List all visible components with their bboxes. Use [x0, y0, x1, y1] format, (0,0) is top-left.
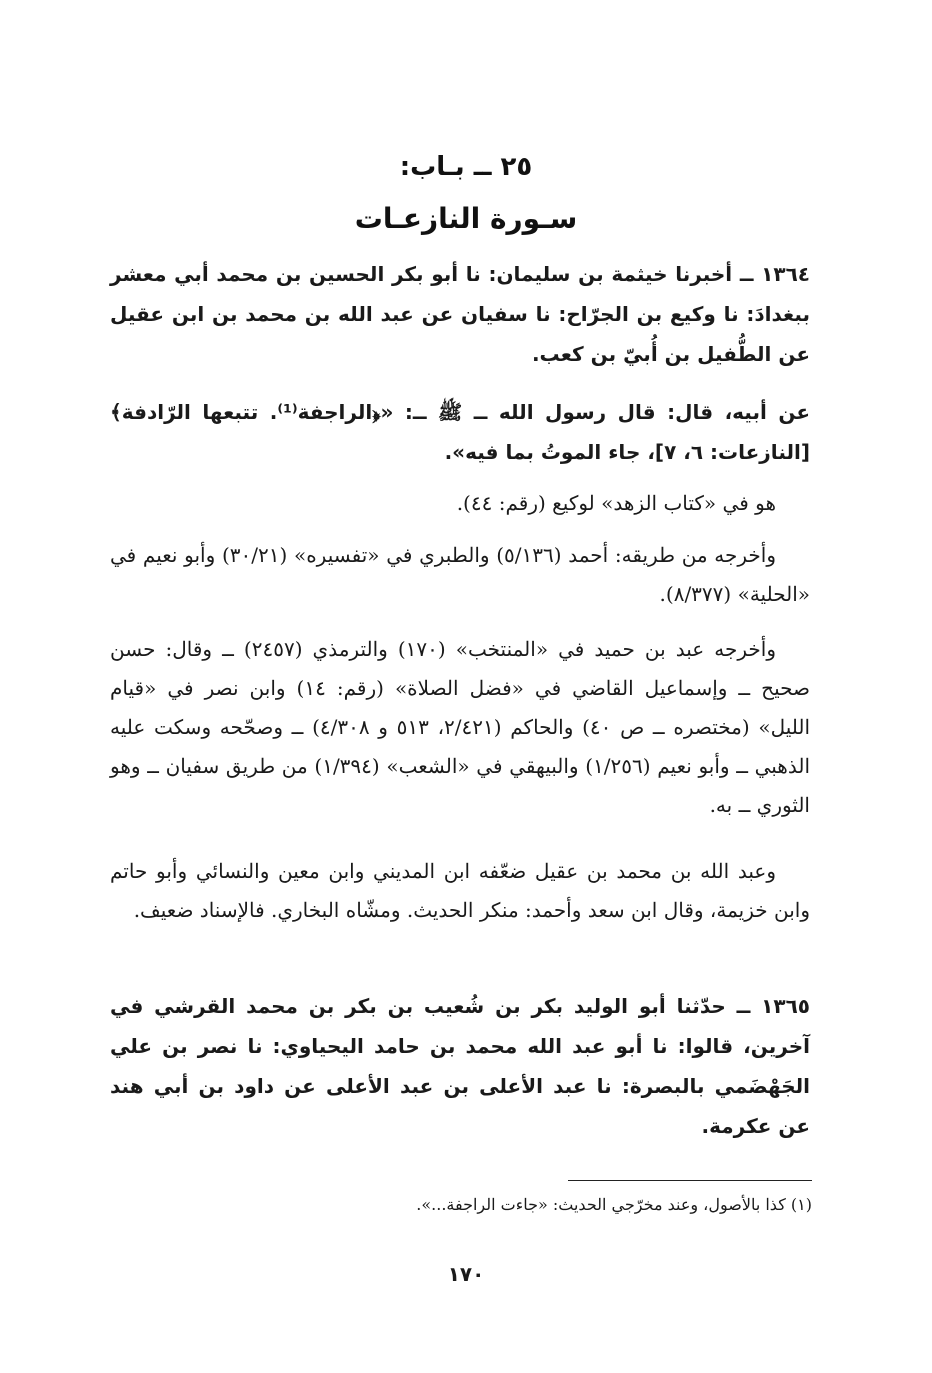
- source-note: هو في «كتاب الزهد» لوكيع (رقم: ٤٤).: [456, 491, 776, 515]
- hadith-1364-isnad: ١٣٦٤ ــ أخبرنا خيثمة بن سليمان: نا أبو بكر الحسين بن محمد أبي معشر ببغدادَ: نا وكيع بن الجرّاح: نا سفيان عن عبد الله بن محمد بن ابن عقيل عن الطُّفيل بن أُبيّ بن كعب.: [110, 262, 810, 366]
- grading-paragraph: وعبد الله بن محمد بن عقيل ضعّفه ابن المديني وابن معين والنسائي وأبو حاتم وابن خزيمة، وقال ابن سعد وأحمد: منكر الحديث. ومشّاه البخاري. فالإسناد ضعيف.: [110, 859, 810, 922]
- hadith-1365-isnad: ١٣٦٥ ــ حدّثنا أبو الوليد بكر بن شُعيب بن بكر بن محمد القرشي في آخرين، قالوا: نا أبو عبد الله محمد بن حامد اليحياوي: نا نصر بن علي الجَهْضَمي بالبصرة: نا عبد الأعلى بن عبد الأعلى عن داود بن أبي هند عن عكرمة.: [110, 994, 810, 1138]
- takhrij-paragraph-1: وأخرجه من طريقه: أحمد (٥/١٣٦) والطبري في «تفسيره» (٣٠/٢١) وأبو نعيم في «الحلية» (٨/٣٧٧).: [110, 543, 810, 606]
- hadith-1364: [110, 254, 810, 374]
- chapter-heading: ٢٥ ــ بـاب:: [399, 152, 533, 182]
- source-note-block: [110, 484, 810, 523]
- grading-block: [110, 852, 810, 930]
- takhrij-paragraph-2: وأخرجه عبد بن حميد في «المنتخب» (١٧٠) والترمذي (٢٤٥٧) ــ وقال: حسن صحيح ــ وإسماعيل القاضي في «فضل الصلاة» (رقم: ١٤) وابن نصر في «قيام الليل» (مختصره ــ ص ٤٠) والحاكم (٢/٤٢١، ٥١٣ و ٤/٣٠٨) ــ وصحّحه وسكت عليه الذهبي ــ وأبو نعيم (١/٢٥٦) والبيهقي في «الشعب» (١/٣٩٤) من طريق سفيان ــ وهو الثوري ــ به.: [110, 637, 811, 817]
- surah-title: سـورة النازعـات: [354, 202, 578, 235]
- hadith-1364-matn: عن أبيه، قال: قال رسول الله ــ ﷺ ــ: «﴿الراجفة⁽¹⁾. تتبعها الرّادفة﴾ [النازعات: ٦، ٧]، جاء الموتُ بما فيه».: [110, 400, 810, 464]
- takhrij-2-block: [110, 630, 810, 825]
- hadith-1365: [110, 986, 810, 1146]
- hadith-1364-matn-block: [110, 392, 810, 472]
- takhrij-1-block: [110, 536, 810, 614]
- footnote: (١) كذا بالأصول، وعند مخرّجي الحديث: «جاءت الراجفة...».: [416, 1195, 812, 1214]
- footnote-divider: [568, 1180, 812, 1181]
- page-number: ١٧٠: [447, 1262, 485, 1286]
